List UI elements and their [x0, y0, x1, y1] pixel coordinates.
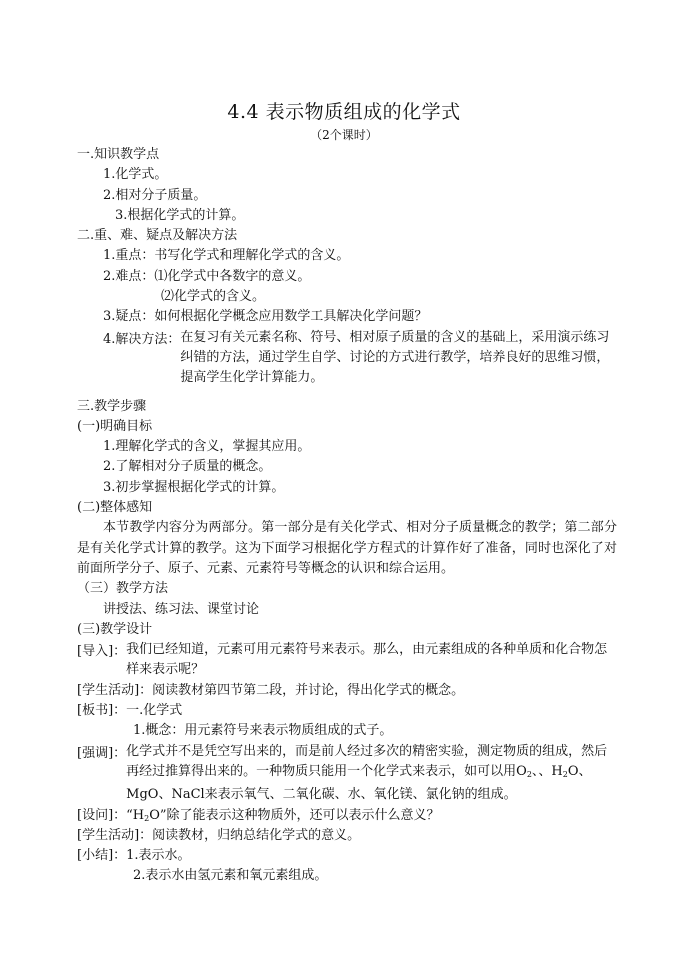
summary-item: 1.表示水。 [126, 848, 191, 864]
design-activity-1 [77, 681, 617, 701]
doubt-point: 3.疑点：如何根据化学概念应用数学工具解决化学问题？ [103, 309, 428, 325]
board-text: 一.化学式 [126, 703, 183, 719]
intro-label: [导入]： [77, 644, 127, 660]
difficult-item: ⑴化学式中各数字的意义。 [154, 268, 311, 284]
objective-item: 3.初步掌握根据化学式的计算。 [103, 479, 285, 495]
design-activity-2 [77, 826, 617, 846]
key-point: 1.重点：书写化学式和理解化学式的含义。 [103, 248, 350, 264]
board-label: [板书]： [77, 703, 127, 719]
design-question [77, 806, 617, 826]
solution-method [77, 328, 617, 389]
difficult-label: 2.难点： [103, 268, 155, 284]
subsection-heading-design: (三)教学设计 [77, 621, 153, 637]
document-body [77, 145, 617, 887]
question-label: [设问]： [77, 807, 127, 823]
subsection-heading-methods: （三）教学方法 [77, 581, 169, 597]
objective-item: 2.了解相对分子质量的概念。 [103, 459, 272, 475]
document-subtitle: （2个课时） [310, 128, 378, 142]
subsection-heading-overview: (二)整体感知 [77, 500, 153, 516]
knowledge-item: 3.根据化学式的计算。 [115, 207, 245, 223]
section-heading-knowledge: 一.知识教学点 [77, 147, 160, 162]
method-label: 4.解决方法： [103, 331, 181, 347]
subsection-heading-objectives: (一)明确目标 [77, 418, 153, 434]
overview-paragraph: 本节教学内容分为两部分。第一部分是有关化学式、相对分子质量概念的教学；第二部分是有关化学式计算的教学。这为下面学习根据化学方程式的计算作好了准备，同时也深化了对前面所学分子、原子、元素、元素符号等概念的认识和综合运用。 [77, 520, 617, 576]
design-intro [77, 640, 617, 681]
activity-label: [学生活动]： [77, 827, 153, 843]
methods-text: 讲授法、练习法、课堂讨论 [103, 601, 260, 617]
method-text: 在复习有关元素名称、符号、相对原子质量的含义的基础上，采用演示练习纠错的方法，通过学生自学、讨论的方式进行教学，培养良好的思维习惯，提高学生化学计算能力。 [180, 329, 610, 386]
section-heading-difficulties: 二.重、难、疑点及解决方法 [77, 228, 238, 244]
difficult-point [77, 267, 617, 287]
emphasis-label: [强调]： [77, 745, 127, 761]
design-emphasis [77, 742, 617, 806]
difficult-item: ⑵化学式的含义。 [161, 289, 266, 305]
knowledge-item: 2.相对分子质量。 [103, 187, 207, 203]
design-summary [77, 846, 617, 866]
knowledge-item: 1.化学式。 [103, 167, 168, 183]
design-board [77, 701, 617, 721]
activity-label: [学生活动]： [77, 682, 153, 698]
objective-item: 1.理解化学式的含义，掌握其应用。 [103, 439, 311, 455]
board-item: 1.概念：用元素符号来表示物质组成的式子。 [133, 723, 393, 739]
activity-text: 阅读教材第四节第二段，并讨论，得出化学式的概念。 [152, 682, 465, 698]
section-heading-steps: 三.教学步骤 [77, 398, 147, 414]
intro-text: 我们已经知道，元素可用元素符号来表示。那么，由元素组成的各种单质和化合物怎样来表示呢？ [126, 642, 608, 678]
emphasis-text: 化学式并不是凭空写出来的，而是前人经过多次的精密实验，测定物质的组成，然后再经过推算得出来的。一种物质只能用一个化学式来表示，如可以用$O_2$、、$H_2O$、MgO、NaCl来表示氧气、二氧化碳、水、氧化镁、氯化钠的组成。 [126, 743, 608, 803]
summary-label: [小结]： [77, 848, 127, 864]
question-text: “$H_2O$”除了能表示这种物质外，还可以表示什么意义？ [126, 807, 440, 823]
summary-item: 2.表示水由氢元素和氧元素组成。 [133, 868, 328, 884]
activity-text: 阅读教材，归纳总结化学式的意义。 [152, 827, 361, 843]
document-title: 4.4 表示物质组成的化学式 [227, 101, 461, 123]
